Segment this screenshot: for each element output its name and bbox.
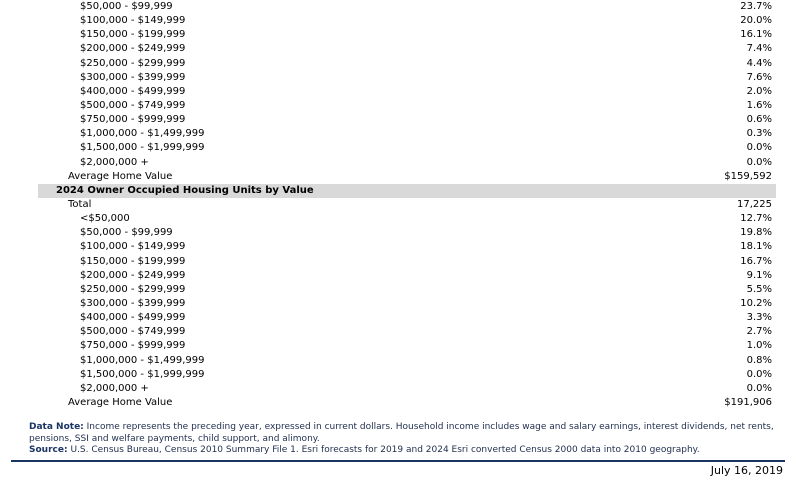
divider — [11, 460, 785, 462]
row-label: $150,000 - $199,999 — [80, 29, 186, 41]
row-value: 5.5% — [746, 283, 772, 295]
table-row — [38, 283, 776, 297]
row-value: 10.2% — [740, 297, 772, 309]
row-label: $500,000 - $749,999 — [80, 326, 186, 338]
table-row — [38, 255, 776, 269]
row-value: 18.1% — [740, 241, 772, 253]
table-row — [38, 0, 776, 14]
row-label: $300,000 - $399,999 — [80, 71, 186, 83]
row-label: $100,000 - $149,999 — [80, 15, 186, 27]
total-label: Total — [68, 198, 92, 210]
table-row — [38, 99, 776, 113]
row-value: 0.3% — [746, 128, 772, 140]
table-row — [38, 382, 776, 396]
average-row — [38, 396, 776, 410]
row-label: $400,000 - $499,999 — [80, 312, 186, 324]
row-value: 2.0% — [746, 85, 772, 97]
table-row — [38, 212, 776, 226]
row-value: 12.7% — [740, 213, 772, 225]
row-value: 0.0% — [746, 142, 772, 154]
row-label: $2,000,000 + — [80, 382, 149, 394]
row-label: $250,000 - $299,999 — [80, 283, 186, 295]
row-value: 7.4% — [746, 43, 772, 55]
row-label: $1,500,000 - $1,999,999 — [80, 368, 205, 380]
row-label: $200,000 - $249,999 — [80, 43, 186, 55]
table-row — [38, 368, 776, 382]
row-value: 1.6% — [746, 99, 772, 111]
row-label: $200,000 - $249,999 — [80, 269, 186, 281]
table-row — [38, 113, 776, 127]
row-value: 0.0% — [746, 382, 772, 394]
table-row — [38, 354, 776, 368]
row-label: $300,000 - $399,999 — [80, 297, 186, 309]
table-row — [38, 297, 776, 311]
row-label: $1,500,000 - $1,999,999 — [80, 142, 205, 154]
row-label: $50,000 - $99,999 — [80, 227, 173, 239]
table-row — [38, 14, 776, 28]
section-header — [38, 184, 776, 198]
table-row — [38, 141, 776, 155]
row-value: 9.1% — [746, 269, 772, 281]
table-row — [38, 325, 776, 339]
row-label: $500,000 - $749,999 — [80, 99, 186, 111]
source-note — [29, 445, 777, 457]
data-note — [29, 422, 777, 445]
row-label: $750,000 - $999,999 — [80, 114, 186, 126]
row-value: 23.7% — [740, 1, 772, 12]
row-value: 4.4% — [746, 57, 772, 69]
total-row — [38, 198, 776, 212]
average-row — [38, 170, 776, 184]
table-row — [38, 71, 776, 85]
average-label: Average Home Value — [68, 170, 173, 182]
table-row — [38, 269, 776, 283]
table-row — [38, 240, 776, 254]
source-label: Source: — [29, 445, 68, 455]
row-value: 7.6% — [746, 71, 772, 83]
row-value: 0.8% — [746, 354, 772, 366]
table-row — [38, 85, 776, 99]
row-label: $2,000,000 + — [80, 156, 149, 168]
row-label: $100,000 - $149,999 — [80, 241, 186, 253]
row-label: <$50,000 — [80, 213, 130, 225]
data-note-text: Income represents the preceding year, expressed in current dollars. Household income includes wage and salary earnings, interest dividends, net rents, pensions, SSI and welfare payments, child support, and alimony. — [29, 422, 774, 444]
table-row — [38, 311, 776, 325]
row-label: $400,000 - $499,999 — [80, 85, 186, 97]
footnotes — [29, 422, 777, 457]
row-label: $1,000,000 - $1,499,999 — [80, 354, 205, 366]
row-label: $50,000 - $99,999 — [80, 1, 173, 12]
table-row — [38, 156, 776, 170]
row-value: 16.1% — [740, 29, 772, 41]
source-text: U.S. Census Bureau, Census 2010 Summary File 1. Esri forecasts for 2019 and 2024 Esri converted Census 2000 data into 2010 geography. — [70, 445, 700, 455]
row-value: 1.0% — [746, 340, 772, 352]
total-value: 17,225 — [737, 198, 772, 210]
row-value: 0.6% — [746, 114, 772, 126]
section-title: 2024 Owner Occupied Housing Units by Value — [56, 184, 314, 196]
table-row — [38, 28, 776, 42]
report-date: July 16, 2019 — [710, 464, 783, 477]
average-value: $191,906 — [724, 396, 772, 408]
average-label: Average Home Value — [68, 396, 173, 408]
table-row — [38, 127, 776, 141]
table-row — [38, 42, 776, 56]
average-value: $159,592 — [724, 170, 772, 182]
row-label: $1,000,000 - $1,499,999 — [80, 128, 205, 140]
table-row — [38, 339, 776, 353]
row-value: 3.3% — [746, 312, 772, 324]
row-value: 0.0% — [746, 368, 772, 380]
table-row — [38, 226, 776, 240]
data-note-label: Data Note: — [29, 422, 84, 432]
row-label: $250,000 - $299,999 — [80, 57, 186, 69]
row-value: 0.0% — [746, 156, 772, 168]
home-value-table — [38, 0, 776, 410]
row-label: $750,000 - $999,999 — [80, 340, 186, 352]
row-value: 2.7% — [746, 326, 772, 338]
row-value: 16.7% — [740, 255, 772, 267]
row-value: 19.8% — [740, 227, 772, 239]
row-label: $150,000 - $199,999 — [80, 255, 186, 267]
row-value: 20.0% — [740, 15, 772, 27]
table-row — [38, 57, 776, 71]
